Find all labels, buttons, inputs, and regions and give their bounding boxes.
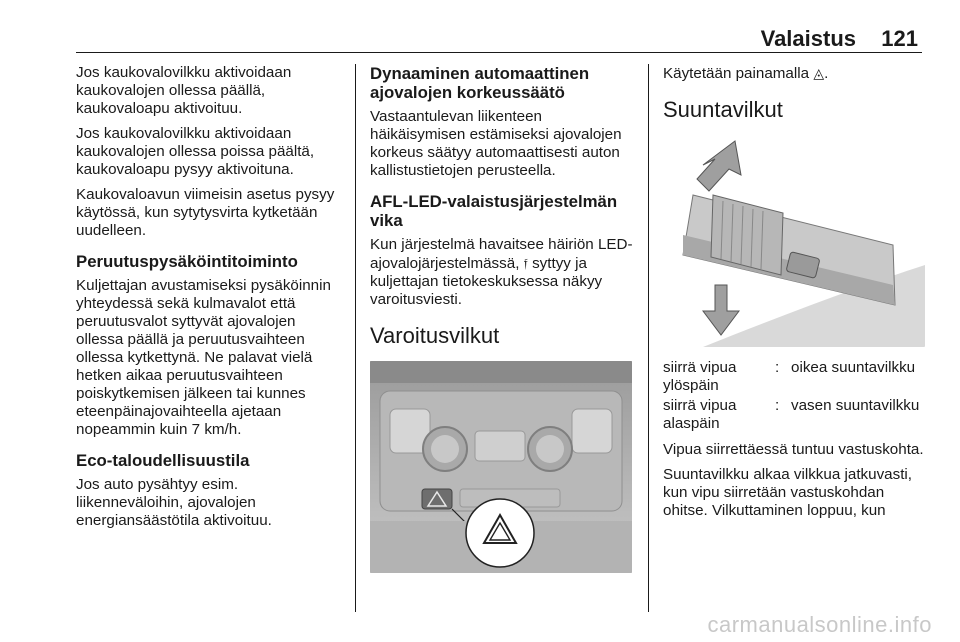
heading-headlight-leveling: Dynaaminen automaattinen ajovalojen korkeussäätö	[370, 64, 590, 102]
paragraph: Suuntavilkku alkaa vilkkua jatkuvasti, kun vipu siirretään vastuskohdan ohitse. Vilkuttaminen loppuu, kun	[663, 466, 913, 519]
paragraph: Vastaantulevan liikenteen häikäisymisen estämiseksi ajovalojen korkeus säätyy automaattisesti auton kallistustietojen perusteella.	[370, 108, 622, 179]
paragraph: Jos kaukovalovilkku aktivoidaan kaukovalojen ollessa poissa päältä, kaukovaloapu pysyy aktivoituna.	[76, 125, 315, 178]
column-2	[370, 64, 636, 573]
section-title-hazard: Varoitusvilkut	[370, 323, 500, 348]
heading-eco-mode: Eco-taloudellisuustila	[76, 451, 250, 470]
column-3	[663, 64, 925, 527]
column-divider	[648, 64, 649, 612]
page-header	[76, 26, 922, 53]
headlight-fault-icon: 𝔣	[523, 255, 528, 271]
page-number: 121	[881, 26, 918, 51]
paragraph: Kaukovaloavun viimeisin asetus pysyy käytössä, kun sytytysvirta kytketään uudelleen.	[76, 186, 335, 239]
table-row: siirrä vipua alaspäin : vasen suuntavilkku	[663, 397, 920, 432]
hazard-switch-illustration	[370, 361, 632, 573]
paragraph: Jos auto pysähtyy esim. liikenneväloihin, ajovalojen energiansäästötila aktivoituu.	[76, 476, 272, 529]
turn-signal-lever-illustration	[663, 135, 925, 347]
heading-reverse-parking: Peruutuspysäköintitoiminto	[76, 252, 298, 271]
hazard-icon: ◬	[813, 65, 825, 81]
watermark: carmanualsonline.info	[707, 612, 932, 637]
heading-afl-fault: AFL-LED-valaistusjärjestelmän vika	[370, 192, 618, 230]
paragraph: Vipua siirrettäessä tuntuu vastuskohta.	[663, 441, 924, 458]
column-1	[76, 64, 344, 537]
turn-signal-table	[663, 359, 919, 433]
column-divider	[355, 64, 356, 612]
paragraph: Kun järjestelmä havaitsee häiriön LED-ajovalojärjestelmässä, 𝔣 syttyy ja kuljettajan tietokeskuksessa näkyy varoitusviesti.	[370, 236, 633, 308]
page-title: Valaistus	[760, 26, 856, 51]
paragraph: Jos kaukovalovilkku aktivoidaan kaukovalojen ollessa päällä, kaukovaloapu aktivoituu.	[76, 64, 292, 117]
paragraph: Käytetään painamalla ◬.	[663, 65, 829, 82]
table-row: siirrä vipua ylöspäin : oikea suuntavilkku	[663, 359, 916, 394]
section-title-turn-signals: Suuntavilkut	[663, 97, 783, 122]
paragraph: Kuljettajan avustamiseksi pysäköinnin yhteydessä sekä kulmavalot että peruutusvalot syttyvät ajovalojen ollessa päällä ja peruutusvaihteen ollessa kytkettynä. Ne palavat vielä hetken aikaa peruutusvaihteen poiskytkemisen jälkeen tai kunnes eteenpäinajovaihteella ajetaan nopeammin kuin 7 km/h.	[76, 277, 331, 438]
